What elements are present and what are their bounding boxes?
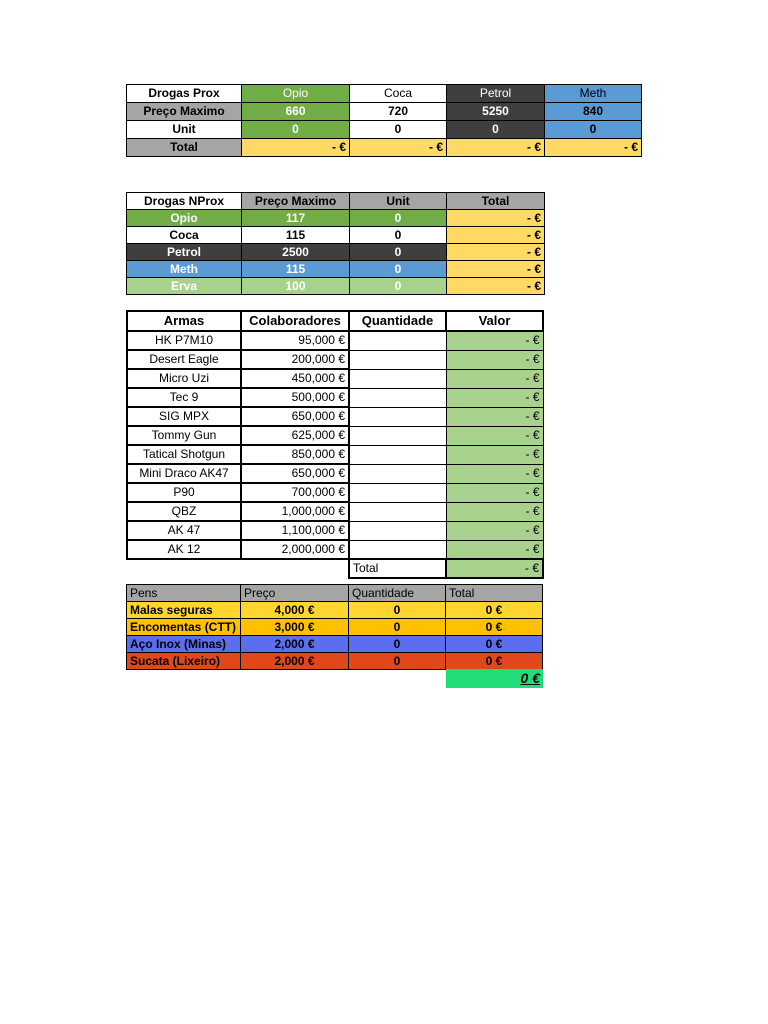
armas-total-label: Total: [349, 559, 446, 578]
header-coca[interactable]: Coca: [350, 85, 447, 103]
arma-preco: 625,000 €: [241, 426, 349, 445]
arma-preco: 200,000 €: [241, 350, 349, 369]
total-meth: - €: [545, 139, 642, 157]
arma-valor: - €: [446, 426, 543, 445]
arma-valor: - €: [446, 521, 543, 540]
arma-quantidade-input[interactable]: [349, 388, 446, 407]
drogas-prox-table: [126, 84, 642, 157]
nprox-unit[interactable]: 0: [350, 244, 447, 261]
armas-row: [127, 426, 543, 445]
armas-row: [127, 464, 543, 483]
arma-valor: - €: [446, 483, 543, 502]
arma-preco: 850,000 €: [241, 445, 349, 464]
arma-quantidade-input[interactable]: [349, 350, 446, 369]
arma-quantidade-input[interactable]: [349, 483, 446, 502]
drogas-prox-preco-row: [127, 103, 642, 121]
pens-row: [127, 602, 543, 619]
nprox-name: Opio: [127, 210, 242, 227]
pens-preco: 4,000 €: [241, 602, 349, 619]
arma-valor: - €: [446, 464, 543, 483]
arma-valor: - €: [446, 388, 543, 407]
arma-name: Tommy Gun: [127, 426, 241, 445]
arma-preco: 1,000,000 €: [241, 502, 349, 521]
pens-total: 0 €: [446, 619, 543, 636]
arma-quantidade-input[interactable]: [349, 445, 446, 464]
arma-valor: - €: [446, 331, 543, 350]
header-meth[interactable]: Meth: [545, 85, 642, 103]
nprox-row-meth: [127, 261, 545, 278]
arma-preco: 650,000 €: [241, 407, 349, 426]
header-preco-maximo: Preço Maximo: [242, 193, 350, 210]
armas-header-row: [127, 311, 543, 331]
preco-meth[interactable]: 840: [545, 103, 642, 121]
arma-name: P90: [127, 483, 241, 502]
armas-total-spacer: [127, 559, 241, 578]
nprox-name: Meth: [127, 261, 242, 278]
total-petrol: - €: [447, 139, 545, 157]
pens-qty[interactable]: 0: [349, 619, 446, 636]
pens-name: Aço Inox (Minas): [127, 636, 241, 653]
header-quantidade: Quantidade: [349, 585, 446, 602]
nprox-total: - €: [447, 244, 545, 261]
nprox-total: - €: [447, 261, 545, 278]
nprox-total: - €: [447, 278, 545, 295]
pens-preco: 2,000 €: [241, 636, 349, 653]
pens-qty[interactable]: 0: [349, 653, 446, 670]
total-label: Total: [127, 139, 242, 157]
arma-quantidade-input[interactable]: [349, 464, 446, 483]
pens-row: [127, 619, 543, 636]
arma-quantidade-input[interactable]: [349, 369, 446, 388]
arma-name: AK 47: [127, 521, 241, 540]
pens-preco: 2,000 €: [241, 653, 349, 670]
header-colaboradores: Colaboradores: [241, 311, 349, 331]
arma-valor: - €: [446, 350, 543, 369]
arma-valor: - €: [446, 445, 543, 464]
armas-total-row: [127, 559, 543, 578]
header-armas: Armas: [127, 311, 241, 331]
drogas-prox-header-row: [127, 85, 642, 103]
armas-table: [126, 310, 544, 579]
arma-name: Micro Uzi: [127, 369, 241, 388]
arma-name: Tec 9: [127, 388, 241, 407]
preco-coca[interactable]: 720: [350, 103, 447, 121]
pens-table: [126, 584, 543, 670]
pens-total: 0 €: [446, 653, 543, 670]
arma-preco: 450,000 €: [241, 369, 349, 388]
arma-quantidade-input[interactable]: [349, 540, 446, 559]
armas-row: [127, 407, 543, 426]
nprox-total: - €: [447, 227, 545, 244]
nprox-unit[interactable]: 0: [350, 261, 447, 278]
header-unit: Unit: [350, 193, 447, 210]
pens-total: 0 €: [446, 636, 543, 653]
nprox-preco[interactable]: 115: [242, 261, 350, 278]
armas-row: [127, 502, 543, 521]
arma-quantidade-input[interactable]: [349, 426, 446, 445]
armas-row: [127, 521, 543, 540]
pens-preco: 3,000 €: [241, 619, 349, 636]
arma-quantidade-input[interactable]: [349, 407, 446, 426]
arma-name: QBZ: [127, 502, 241, 521]
arma-name: Desert Eagle: [127, 350, 241, 369]
total-opio: - €: [242, 139, 350, 157]
header-pens: Pens: [127, 585, 241, 602]
armas-total-value: - €: [446, 559, 543, 578]
nprox-name: Petrol: [127, 244, 242, 261]
nprox-row-petrol: [127, 244, 545, 261]
nprox-total: - €: [447, 210, 545, 227]
header-quantidade: Quantidade: [349, 311, 446, 331]
pens-qty[interactable]: 0: [349, 636, 446, 653]
arma-name: Mini Draco AK47: [127, 464, 241, 483]
unit-meth[interactable]: 0: [545, 121, 642, 139]
header-total: Total: [447, 193, 545, 210]
armas-row: [127, 388, 543, 407]
armas-row: [127, 350, 543, 369]
nprox-name: Coca: [127, 227, 242, 244]
total-coca: - €: [350, 139, 447, 157]
arma-preco: 1,100,000 €: [241, 521, 349, 540]
grand-total: [446, 669, 543, 688]
arma-quantidade-input[interactable]: [349, 521, 446, 540]
drogas-prox-total-row: [127, 139, 642, 157]
pens-name: Encomentas (CTT): [127, 619, 241, 636]
arma-valor: - €: [446, 369, 543, 388]
pens-row: [127, 653, 543, 670]
nprox-preco[interactable]: 100: [242, 278, 350, 295]
drogas-nprox-table: [126, 192, 545, 295]
unit-petrol[interactable]: 0: [447, 121, 545, 139]
arma-name: Tatical Shotgun: [127, 445, 241, 464]
arma-name: AK 12: [127, 540, 241, 559]
nprox-unit[interactable]: 0: [350, 210, 447, 227]
armas-row: [127, 540, 543, 559]
drogas-nprox-title: Drogas NProx: [127, 193, 242, 210]
nprox-preco[interactable]: 2500: [242, 244, 350, 261]
armas-row: [127, 445, 543, 464]
drogas-nprox-header-row: [127, 193, 545, 210]
pens-name: Malas seguras: [127, 602, 241, 619]
arma-valor: - €: [446, 407, 543, 426]
arma-quantidade-input[interactable]: [349, 502, 446, 521]
header-opio[interactable]: Opio: [242, 85, 350, 103]
grand-total-value: 0 €: [520, 670, 540, 686]
pens-row: [127, 636, 543, 653]
arma-preco: 2,000,000 €: [241, 540, 349, 559]
header-total: Total: [446, 585, 543, 602]
arma-valor: - €: [446, 502, 543, 521]
unit-opio[interactable]: 0: [242, 121, 350, 139]
drogas-prox-title: Drogas Prox: [127, 85, 242, 103]
nprox-preco[interactable]: 117: [242, 210, 350, 227]
nprox-row-erva: [127, 278, 545, 295]
arma-preco: 500,000 €: [241, 388, 349, 407]
armas-row: [127, 331, 543, 350]
arma-name: SIG MPX: [127, 407, 241, 426]
nprox-unit[interactable]: 0: [350, 278, 447, 295]
header-preco: Preço: [241, 585, 349, 602]
armas-row: [127, 483, 543, 502]
arma-name: HK P7M10: [127, 331, 241, 350]
pens-qty[interactable]: 0: [349, 602, 446, 619]
unit-coca[interactable]: 0: [350, 121, 447, 139]
pens-total: 0 €: [446, 602, 543, 619]
arma-preco: 95,000 €: [241, 331, 349, 350]
preco-opio[interactable]: 660: [242, 103, 350, 121]
header-petrol[interactable]: Petrol: [447, 85, 545, 103]
nprox-unit[interactable]: 0: [350, 227, 447, 244]
preco-petrol[interactable]: 5250: [447, 103, 545, 121]
arma-valor: - €: [446, 540, 543, 559]
header-valor: Valor: [446, 311, 543, 331]
pens-name: Sucata (Lixeiro): [127, 653, 241, 670]
preco-label: Preço Maximo: [127, 103, 242, 121]
arma-preco: 700,000 €: [241, 483, 349, 502]
arma-preco: 650,000 €: [241, 464, 349, 483]
armas-total-spacer: [241, 559, 349, 578]
drogas-prox-unit-row: [127, 121, 642, 139]
nprox-preco[interactable]: 115: [242, 227, 350, 244]
nprox-row-coca: [127, 227, 545, 244]
armas-row: [127, 369, 543, 388]
nprox-name: Erva: [127, 278, 242, 295]
unit-label: Unit: [127, 121, 242, 139]
nprox-row-opio: [127, 210, 545, 227]
arma-quantidade-input[interactable]: [349, 331, 446, 350]
pens-header-row: [127, 585, 543, 602]
